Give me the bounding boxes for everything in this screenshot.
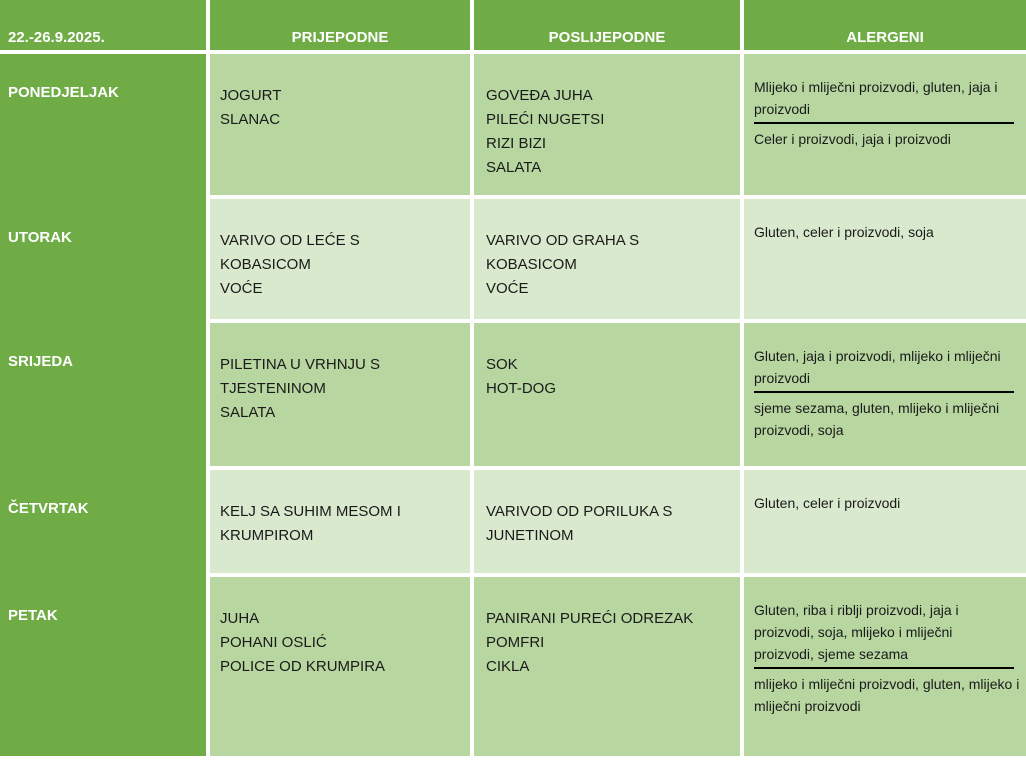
- day-label: ČETVRTAK: [0, 470, 210, 577]
- morning-meal-cell: [210, 54, 474, 199]
- meal-item: KOBASICOM: [220, 256, 311, 273]
- header-morning: PRIJEPODNE: [210, 0, 474, 54]
- meal-item: POHANI OSLIĆ: [220, 634, 327, 651]
- meal-item: VARIVOD OD PORILUKA S: [486, 503, 673, 520]
- allergen-text: Gluten, celer i proizvodi: [754, 495, 901, 511]
- meal-item: PANIRANI PUREĆI ODREZAK: [486, 610, 694, 627]
- meal-item: POMFRI: [486, 634, 545, 651]
- meal-item: KRUMPIROM: [220, 527, 314, 544]
- meal-item: GOVEĐA JUHA: [486, 87, 593, 104]
- meal-item: SLANAC: [220, 111, 281, 128]
- allergens-cell: [744, 577, 1026, 760]
- meal-item: VARIVO OD LEĆE S: [220, 232, 360, 249]
- meal-item: RIZI BIZI: [486, 135, 546, 152]
- afternoon-meal-cell: [474, 470, 744, 577]
- morning-meal-cell: [210, 323, 474, 470]
- meal-item: CIKLA: [486, 658, 530, 675]
- meal-item: SALATA: [220, 404, 276, 421]
- meal-item: VOĆE: [486, 280, 529, 297]
- morning-meal-cell: [210, 577, 474, 760]
- meal-item: HOT-DOG: [486, 380, 556, 397]
- morning-meal-cell: [210, 199, 474, 323]
- allergen-text: Celer i proizvodi, jaja i proizvodi: [754, 131, 951, 147]
- meal-item: VARIVO OD GRAHA S: [486, 232, 640, 249]
- meal-item: KELJ SA SUHIM MESOM I: [220, 503, 401, 520]
- morning-meal-cell: [210, 470, 474, 577]
- day-label: PETAK: [0, 577, 210, 760]
- header-date-range: 22.-26.9.2025.: [0, 0, 210, 54]
- meal-item: SALATA: [486, 159, 542, 176]
- meal-item: SOK: [486, 356, 518, 373]
- meal-item: POLICE OD KRUMPIRA: [220, 658, 386, 675]
- meal-item: TJESTENINOM: [220, 380, 326, 397]
- allergen-text: Gluten, riba i riblji proizvodi, jaja i proizvodi, soja, mlijeko i mliječni proizvodi, sjeme sezama: [754, 599, 1014, 669]
- day-label: SRIJEDA: [0, 323, 210, 470]
- afternoon-meal-cell: [474, 577, 744, 760]
- allergen-text: sjeme sezama, gluten, mlijeko i mliječni proizvodi, soja: [754, 400, 1000, 438]
- header-allergens: ALERGENI: [744, 0, 1026, 54]
- meal-item: PILEĆI NUGETSI: [486, 111, 605, 128]
- day-label: PONEDJELJAK: [0, 54, 210, 199]
- meal-item: PILETINA U VRHNJU S: [220, 356, 381, 373]
- allergen-text: Gluten, celer i proizvodi, soja: [754, 224, 934, 240]
- day-label: UTORAK: [0, 199, 210, 323]
- header-afternoon: POSLIJEPODNE: [474, 0, 744, 54]
- meal-item: JOGURT: [220, 87, 282, 104]
- afternoon-meal-cell: [474, 323, 744, 470]
- meal-item: JUNETINOM: [486, 527, 574, 544]
- meal-item: VOĆE: [220, 280, 263, 297]
- allergen-text: mlijeko i mliječni proizvodi, gluten, mlijeko i mliječni proizvodi: [754, 676, 1020, 714]
- allergens-cell: [744, 199, 1026, 323]
- allergen-text: Gluten, jaja i proizvodi, mlijeko i mliječni proizvodi: [754, 345, 1014, 393]
- allergens-cell: [744, 470, 1026, 577]
- allergens-cell: [744, 323, 1026, 470]
- allergens-cell: [744, 54, 1026, 199]
- meal-item: JUHA: [220, 610, 260, 627]
- allergen-text: Mlijeko i mliječni proizvodi, gluten, jaja i proizvodi: [754, 76, 1014, 124]
- afternoon-meal-cell: [474, 54, 744, 199]
- afternoon-meal-cell: [474, 199, 744, 323]
- meal-item: KOBASICOM: [486, 256, 577, 273]
